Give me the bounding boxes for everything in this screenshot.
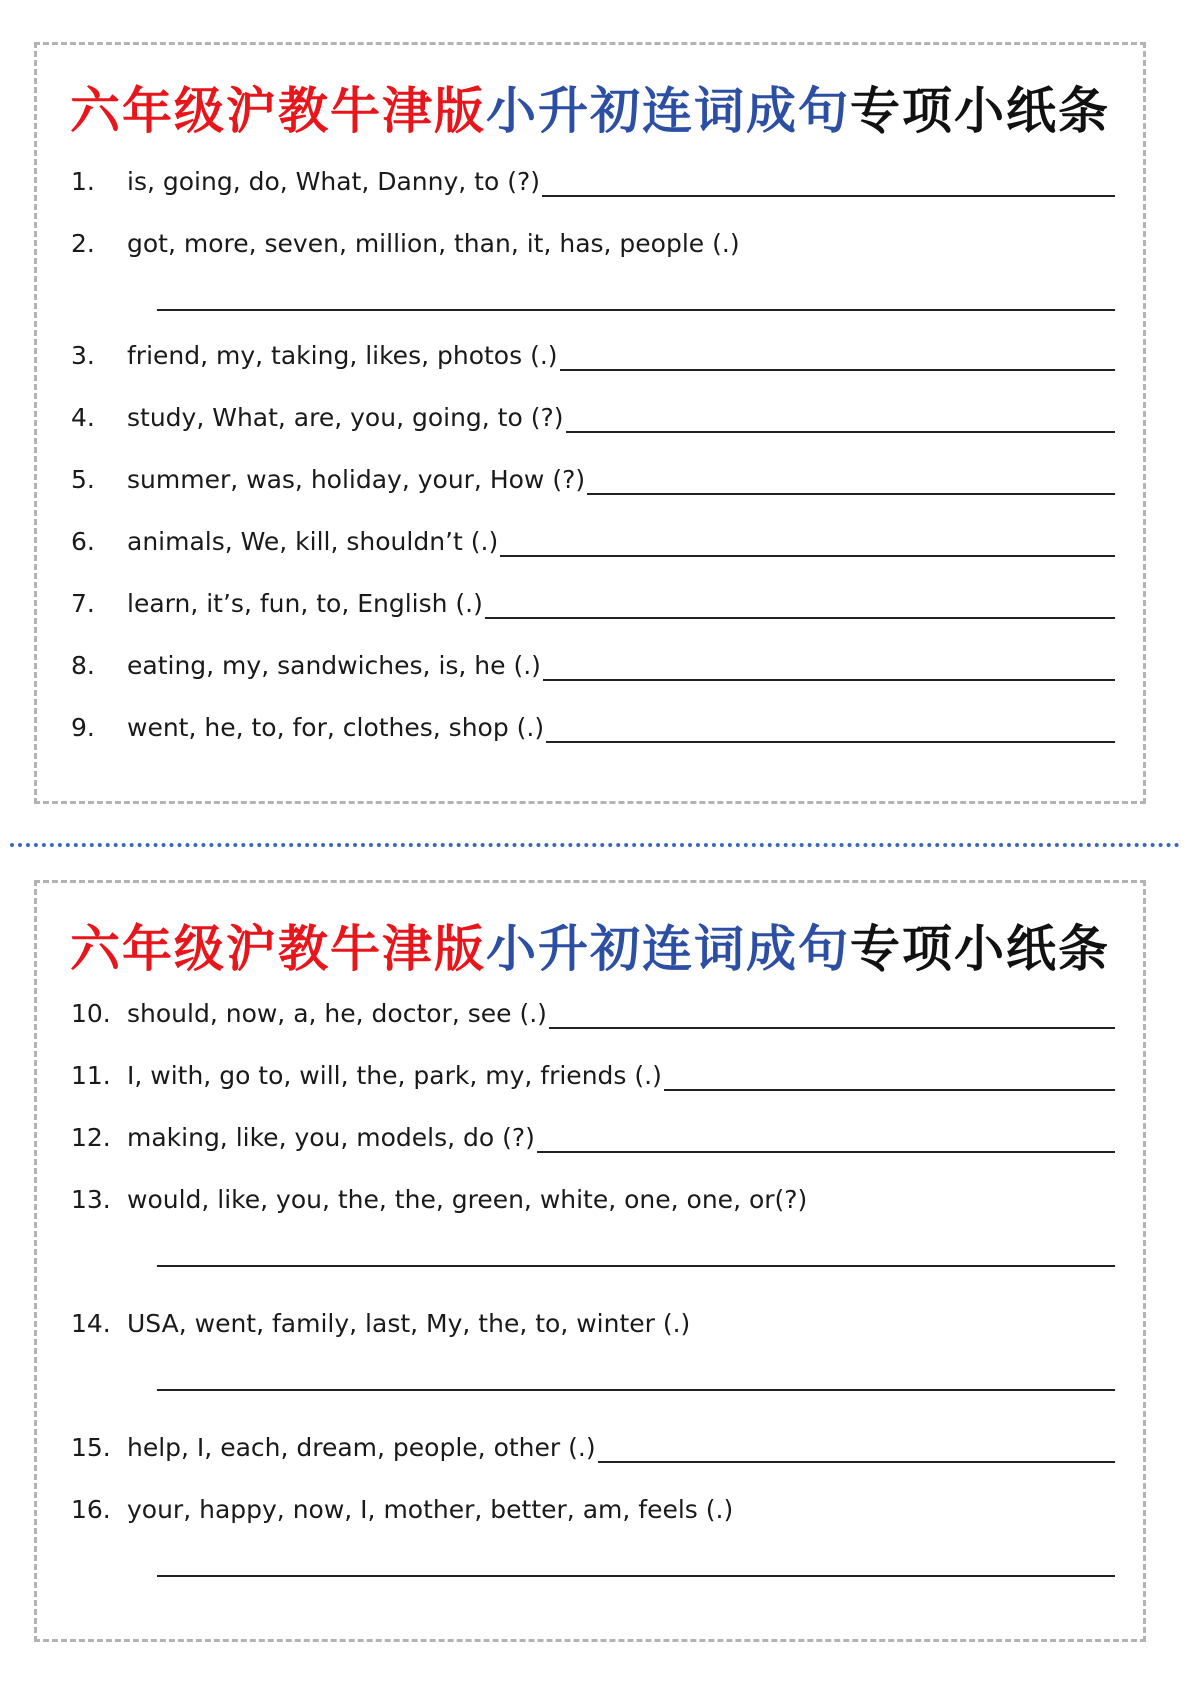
question-6 xyxy=(71,521,1115,557)
answer-blank-9[interactable] xyxy=(546,713,1115,743)
question-words: eating, my, sandwiches, is, he (.) xyxy=(127,651,541,680)
question-words: should, now, a, he, doctor, see (.) xyxy=(127,999,547,1028)
answer-blank-4[interactable] xyxy=(566,403,1116,433)
question-words: learn, it’s, fun, to, English (.) xyxy=(127,589,483,618)
question-words: summer, was, holiday, your, How (?) xyxy=(127,465,586,494)
question-number: 3. xyxy=(71,341,95,370)
question-16 xyxy=(71,1489,1115,1525)
question-number: 10. xyxy=(71,999,111,1028)
answer-blank-15[interactable] xyxy=(598,1433,1115,1463)
question-words: making, like, you, models, do (?) xyxy=(127,1123,535,1152)
question-words: friend, my, taking, likes, photos (.) xyxy=(127,341,558,370)
question-13 xyxy=(71,1179,1115,1215)
question-words: I, with, go to, will, the, park, my, friends (.) xyxy=(127,1061,662,1090)
worksheet-card-1 xyxy=(34,42,1146,804)
question-words: study, What, are, you, going, to (?) xyxy=(127,403,564,432)
card1-title xyxy=(37,71,1143,143)
question-8 xyxy=(71,645,1115,681)
question-15 xyxy=(71,1427,1115,1463)
question-number: 8. xyxy=(71,651,95,680)
question-10 xyxy=(71,993,1115,1029)
worksheet-card-2 xyxy=(34,880,1146,1642)
question-number: 5. xyxy=(71,465,95,494)
answer-blank-11[interactable] xyxy=(664,1061,1115,1091)
question-words: USA, went, family, last, My, the, to, winter (.) xyxy=(127,1309,691,1338)
question-number: 4. xyxy=(71,403,95,432)
question-number: 12. xyxy=(71,1123,111,1152)
answer-blank-2[interactable] xyxy=(157,307,1115,311)
answer-blank-14[interactable] xyxy=(157,1387,1115,1391)
title-red-part: 六年级沪教牛津版 xyxy=(70,81,486,140)
question-11 xyxy=(71,1055,1115,1091)
question-3 xyxy=(71,335,1115,371)
title-blue-part: 小升初连词成句 xyxy=(486,81,850,140)
cut-line-separator xyxy=(10,843,1180,847)
answer-blank-13[interactable] xyxy=(157,1263,1115,1267)
question-number: 16. xyxy=(71,1495,111,1524)
answer-blank-5[interactable] xyxy=(587,465,1115,495)
answer-blank-12[interactable] xyxy=(537,1123,1115,1153)
question-words: got, more, seven, million, than, it, has, people (.) xyxy=(127,229,740,258)
question-9 xyxy=(71,707,1115,743)
question-7 xyxy=(71,583,1115,619)
card2-title xyxy=(37,909,1143,981)
question-number: 9. xyxy=(71,713,95,742)
question-5 xyxy=(71,459,1115,495)
question-number: 2. xyxy=(71,229,95,258)
title-blue-part: 小升初连词成句 xyxy=(486,919,850,978)
answer-blank-1[interactable] xyxy=(542,167,1115,197)
question-14 xyxy=(71,1303,1115,1339)
question-words: help, I, each, dream, people, other (.) xyxy=(127,1433,596,1462)
answer-blank-3[interactable] xyxy=(560,341,1115,371)
question-number: 11. xyxy=(71,1061,111,1090)
answer-blank-8[interactable] xyxy=(543,651,1115,681)
title-black-part: 专项小纸条 xyxy=(850,919,1110,978)
question-number: 14. xyxy=(71,1309,111,1338)
question-number: 1. xyxy=(71,167,95,196)
question-number: 13. xyxy=(71,1185,111,1214)
answer-blank-6[interactable] xyxy=(500,527,1115,557)
question-number: 6. xyxy=(71,527,95,556)
question-number: 15. xyxy=(71,1433,111,1462)
question-words: animals, We, kill, shouldn’t (.) xyxy=(127,527,499,556)
question-number: 7. xyxy=(71,589,95,618)
question-2 xyxy=(71,223,1115,259)
question-words: is, going, do, What, Danny, to (?) xyxy=(127,167,540,196)
answer-blank-10[interactable] xyxy=(549,999,1115,1029)
question-words: went, he, to, for, clothes, shop (.) xyxy=(127,713,545,742)
question-4 xyxy=(71,397,1115,433)
answer-blank-16[interactable] xyxy=(157,1573,1115,1577)
question-12 xyxy=(71,1117,1115,1153)
title-red-part: 六年级沪教牛津版 xyxy=(70,919,486,978)
question-1 xyxy=(71,161,1115,197)
question-words: would, like, you, the, the, green, white, one, one, or(?) xyxy=(127,1185,808,1214)
answer-blank-7[interactable] xyxy=(485,589,1115,619)
question-words: your, happy, now, I, mother, better, am, feels (.) xyxy=(127,1495,734,1524)
title-black-part: 专项小纸条 xyxy=(850,81,1110,140)
